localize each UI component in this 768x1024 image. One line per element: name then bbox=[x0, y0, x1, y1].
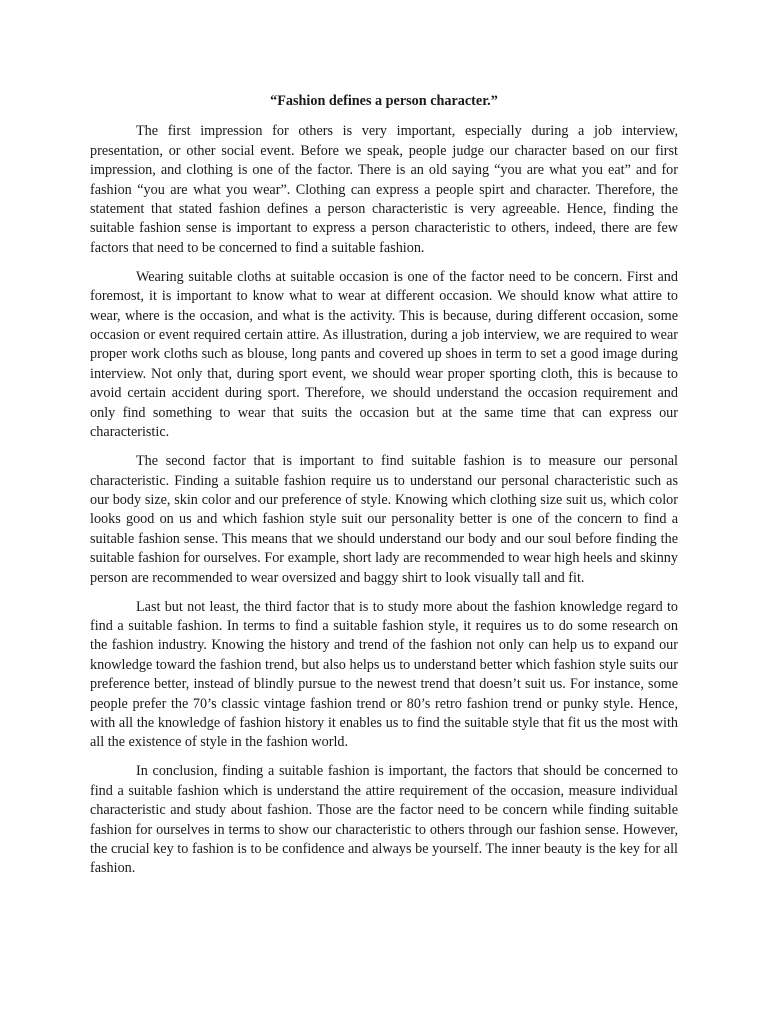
essay-body bbox=[90, 92, 678, 888]
paragraph-introduction: The first impression for others is very important, especially during a job interview, presentation, or other social event. Before we speak, people judge our character based on our first impression, and clothing is one of the factor. There is an old saying “you are what you eat” and for fashion “you are what you wear”. Clothing can express a people spirt and character. Therefore, the statement that stated fashion defines a person characteristic is very agreeable. Hence, finding the suitable fashion sense is important to express a person characteristic to others, indeed, there are few factors that need to be concerned to find a suitable fashion. bbox=[90, 123, 678, 256]
paragraph-fashion-knowledge: Last but not least, the third factor that is to study more about the fashion knowledge regard to find a suitable fashion. In terms to find a suitable fashion style, it requires us to do some research on the fashion industry. Knowing the history and trend of the fashion not only can help us to expand our knowledge toward the fashion trend, but also helps us to understand better which fashion style suits our preference better, instead of blindly pursue to the newest trend that doesn’t suit us. For instance, some people prefer the 70’s classic vintage fashion trend or 80’s retro fashion trend or punky style. Hence, with all the knowledge of fashion history it enables us to find the suitable style that fit us the most with all the existence of style in the fashion world. bbox=[90, 598, 678, 751]
paragraph-occasion: Wearing suitable cloths at suitable occasion is one of the factor need to be concern. First and foremost, it is important to know what to wear at different occasion. We should know what attire to wear, where is the occasion, and what is the activity. This is because, during different occasion, some occasion or event required certain attire. As illustration, during a job interview, we are required to wear proper work cloths such as blouse, long pants and covered up shoes in term to set a good image during interview. Not only that, during sport event, we should wear proper sporting cloth, this is because to avoid certain accident during sport. Therefore, we should understand the occasion requirement and only find something to wear that suits the occasion but at the same time that can express our characteristic. bbox=[90, 268, 678, 441]
essay-title: “Fashion defines a person character.” bbox=[270, 93, 498, 109]
paragraph-personal-characteristic: The second factor that is important to find suitable fashion is to measure our personal characteristic. Finding a suitable fashion require us to understand our personal characteristic such as our body size, skin color and our preference of style. Knowing which clothing size suit us, which color looks good on us and which fashion style suit our personality better is one of the concern to find a suitable fashion sense. This means that we should understand our body and our soul before finding the suitable fashion for ourselves. For example, short lady are recommended to wear high heels and skinny person are recommended to wear oversized and baggy shirt to look visually tall and fit. bbox=[90, 453, 678, 586]
paragraph-conclusion: In conclusion, finding a suitable fashion is important, the factors that should be concerned to find a suitable fashion which is understand the attire requirement of the occasion, measure individual characteristic and study about fashion. Those are the factor need to be concern while finding suitable fashion for ourselves in terms to show our characteristic to others through our fashion sense. However, the crucial key to fashion is to be confidence and always be yourself. The inner beauty is the key for all fashion. bbox=[90, 763, 678, 877]
